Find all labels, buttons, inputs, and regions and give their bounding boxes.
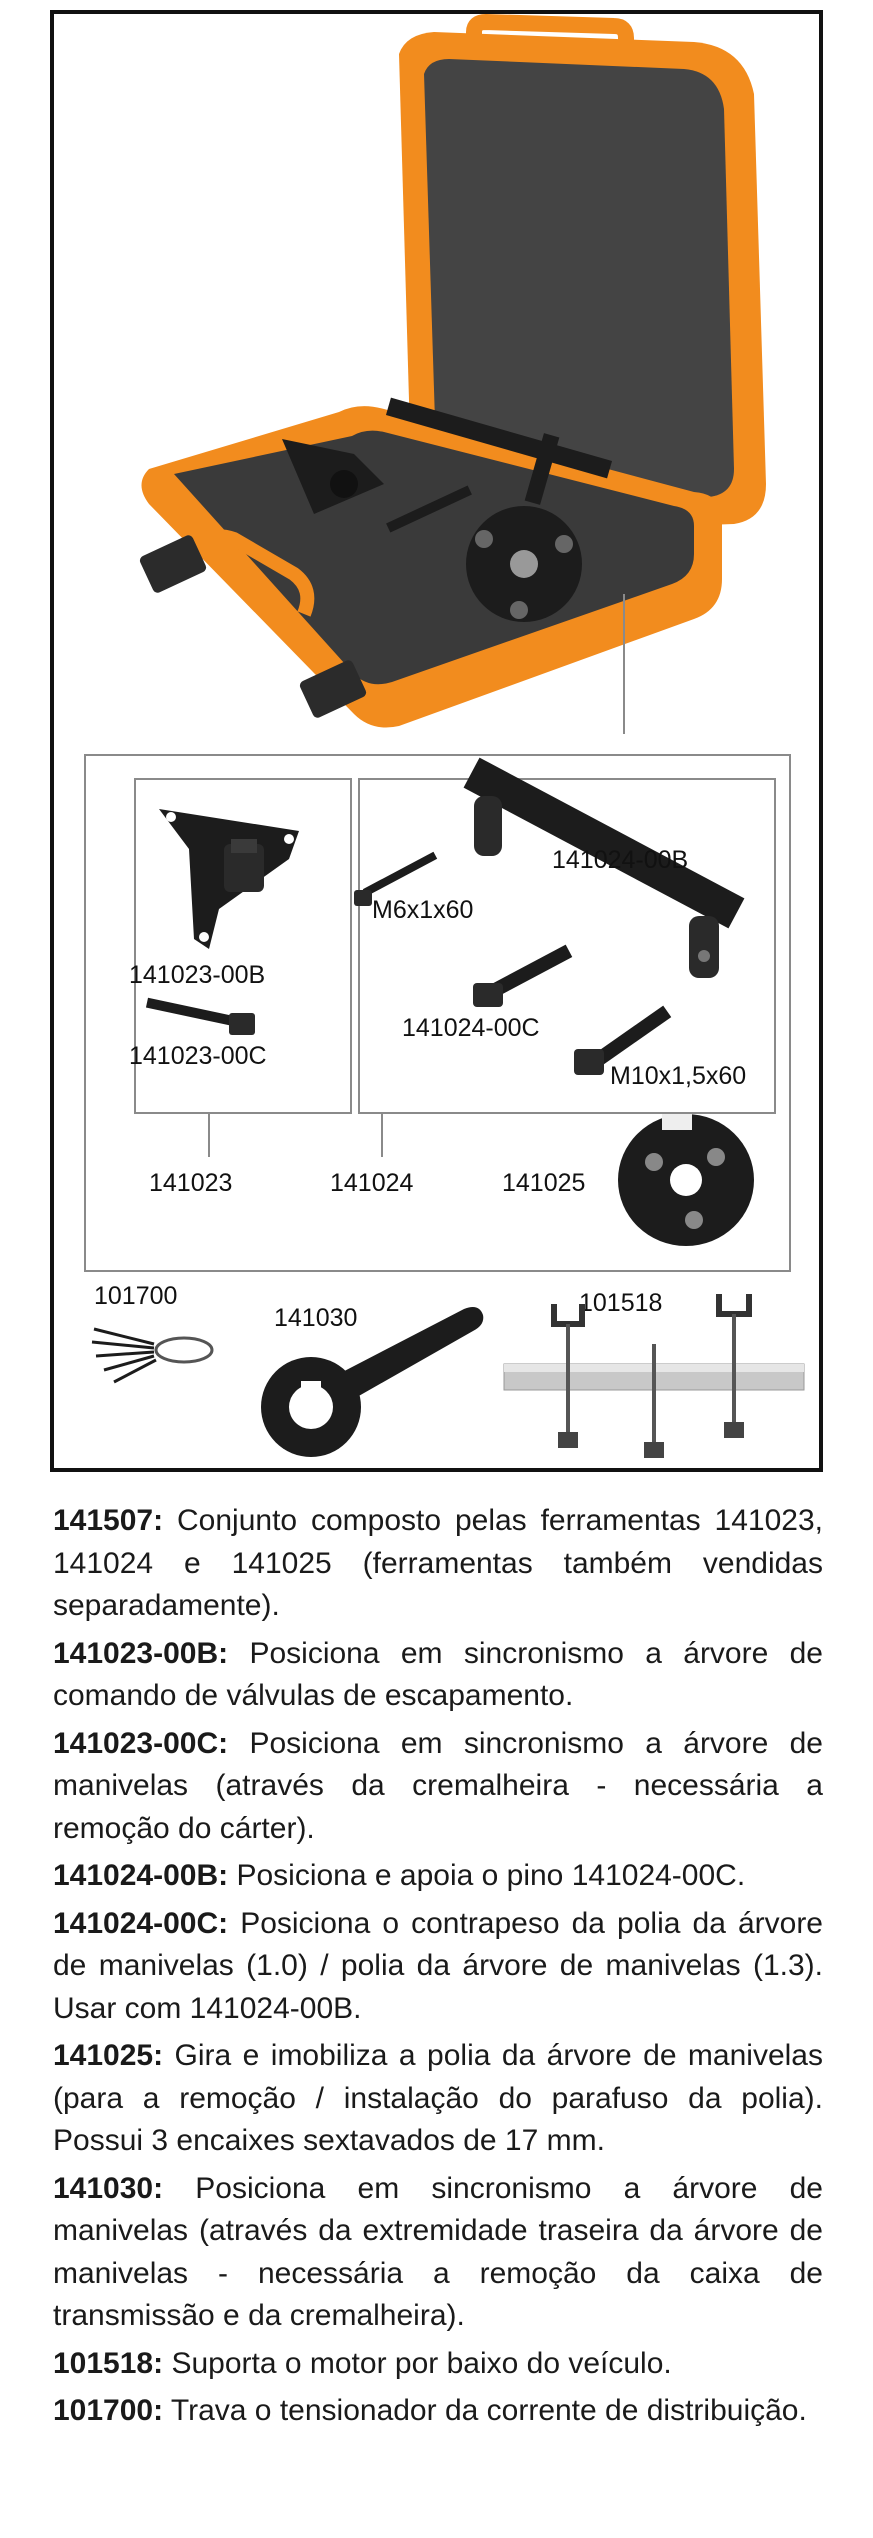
product-figure: [50, 10, 823, 1472]
description-141023-00c: 141023-00C: Posiciona em sincronismo a árvore de manivelas (através da cremalheira - necessária a remoção do cárter).: [53, 1726, 823, 1845]
label-141030: 141030: [274, 1304, 358, 1332]
description-101700: 101700: Trava o tensionador da corrente de distribuição.: [53, 2394, 807, 2427]
tool-141023-00b-image: [149, 789, 339, 954]
tool-101700-image: [84, 1314, 224, 1394]
tool-141024-00c-image: [469, 939, 579, 1009]
description-101518: 101518: Suporta o motor por baixo do veículo.: [53, 2346, 672, 2380]
label-141023-00b: 141023-00B: [129, 961, 266, 989]
label-141024-00c: 141024-00C: [402, 1014, 540, 1042]
label-141024: 141024: [330, 1169, 414, 1197]
label-141023-00c: 141023-00C: [129, 1042, 267, 1070]
tool-141025-image: [614, 1102, 764, 1252]
label-141023: 141023: [149, 1169, 233, 1197]
label-101518: 101518: [579, 1289, 663, 1317]
tool-case-image: [54, 14, 819, 754]
label-101700: 101700: [94, 1282, 178, 1310]
description-141024-00b: 141024-00B: Posiciona e apoia o pino 141024-00C.: [53, 1859, 746, 1892]
description-141030: 141030: Posiciona em sincronismo a árvore de manivelas (através da extremidade traseira da árvore de manivelas - necessária a remoção da caixa de transmissão e da cremalheira).: [53, 2171, 823, 2332]
tool-101518-image: [494, 1284, 814, 1464]
description-141025: 141025: Gira e imobiliza a polia da árvore de manivelas (para a remoção / instalação do parafuso da polia). Possui 3 encaixes sextavados de 17 mm.: [53, 2039, 823, 2157]
label-m10x1-5x60: M10x1,5x60: [610, 1062, 747, 1090]
label-141025: 141025: [502, 1169, 586, 1197]
description-141507: 141507: Conjunto composto pelas ferramentas 141023, 141024 e 141025 (ferramentas também vendidas separadamente).: [53, 1504, 823, 1622]
label-m6x1x60: M6x1x60: [372, 896, 474, 924]
tool-141030-image: [239, 1289, 489, 1459]
label-141024-00b: 141024-00B: [552, 846, 689, 874]
description-141024-00c: 141024-00C: Posiciona o contrapeso da polia da árvore de manivelas (1.0) / polia da árvore de manivelas (1.3). Usar com 141024-00B.: [53, 1906, 823, 2025]
tool-descriptions: [53, 1500, 823, 2438]
description-141023-00b: 141023-00B: Posiciona em sincronismo a árvore de comando de válvulas de escapamento.: [53, 1636, 823, 1712]
tool-141023-00c-image: [144, 999, 264, 1039]
